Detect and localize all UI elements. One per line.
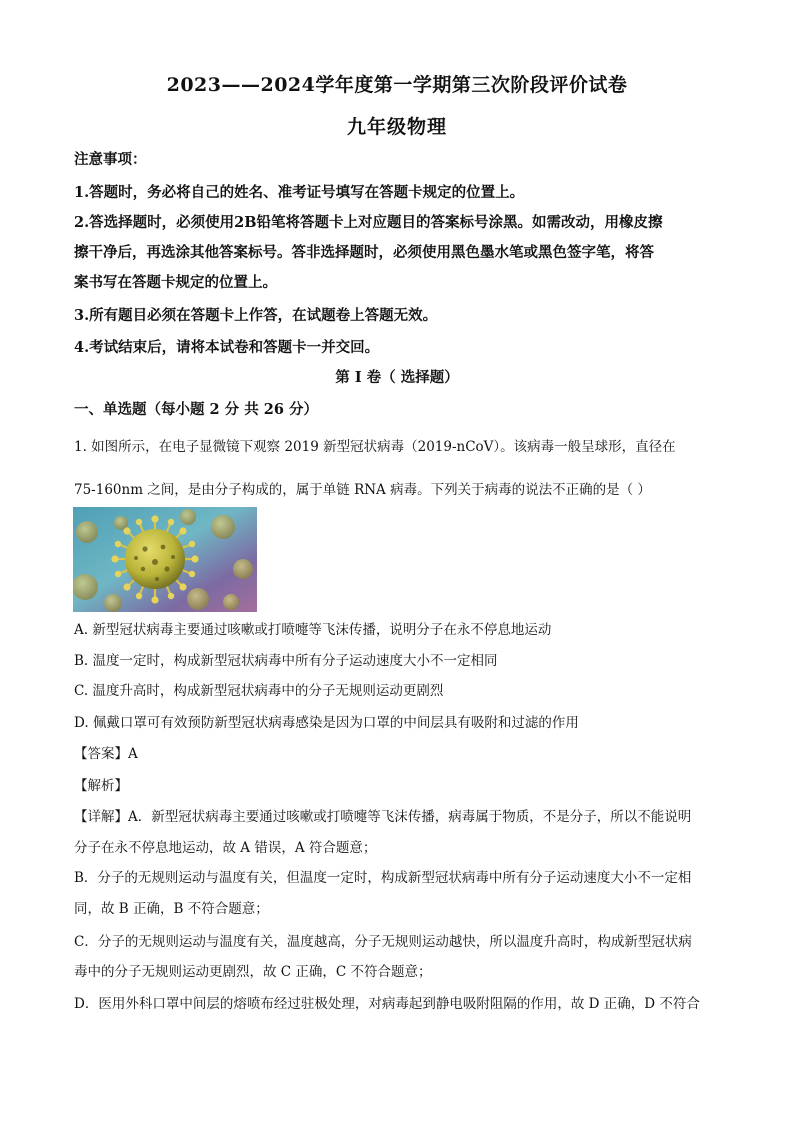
answer-label: 【答案】A bbox=[74, 746, 138, 762]
option-d: D. 佩戴口罩可有效预防新型冠状病毒感染是因为口罩的中间层具有吸附和过滤的作用 bbox=[74, 715, 579, 731]
detail-line: D．医用外科口罩中间层的熔喷布经过驻极处理，对病毒起到静电吸附阻隔的作用，故 D 正确，D 不符合 bbox=[74, 996, 700, 1012]
detail-line: B．分子的无规则运动与温度有关，但温度一定时，构成新型冠状病毒中所有分子运动速度大小不一定相 bbox=[74, 870, 692, 886]
note-item: 2.答选择题时，必须使用2B铅笔将答题卡上对应题目的答案标号涂黑。如需改动，用橡皮擦 bbox=[74, 214, 663, 231]
note-item: 1.答题时，务必将自己的姓名、准考证号填写在答题卡规定的位置上。 bbox=[74, 184, 525, 201]
coronavirus-image bbox=[73, 507, 257, 612]
question-stem: 75-160nm 之间，是由分子构成的，属于单链 RNA 病毒。下列关于病毒的说法不正确的是（ ） bbox=[74, 482, 651, 498]
note-item: 3.所有题目必须在答题卡上作答，在试题卷上答题无效。 bbox=[74, 307, 438, 324]
detail-line: 分子在永不停息地运动，故 A 错误，A 符合题意； bbox=[74, 840, 377, 856]
detail-line: 同，故 B 正确，B 不符合题意； bbox=[74, 901, 269, 917]
analysis-label: 【解析】 bbox=[74, 778, 128, 794]
detail-line: 毒中的分子无规则运动更剧烈，故 C 正确，C 不符合题意； bbox=[74, 964, 432, 980]
option-c: C. 温度升高时，构成新型冠状病毒中的分子无规则运动更剧烈 bbox=[74, 683, 444, 699]
exam-title: 2023——2024学年度第一学期第三次阶段评价试卷 bbox=[166, 74, 628, 96]
notes-heading: 注意事项： bbox=[74, 151, 147, 168]
volume-title: 第 I 卷（ 选择题） bbox=[335, 369, 459, 386]
option-b: B. 温度一定时，构成新型冠状病毒中所有分子运动速度大小不一定相同 bbox=[74, 653, 498, 669]
option-a: A. 新型冠状病毒主要通过咳嗽或打喷嚏等飞沫传播，说明分子在永不停息地运动 bbox=[74, 622, 552, 638]
note-item: 案书写在答题卡规定的位置上。 bbox=[74, 274, 277, 291]
question-stem: 1. 如图所示，在电子显微镜下观察 2019 新型冠状病毒（2019-nCoV）。该病毒一般呈球形，直径在 bbox=[74, 439, 676, 455]
detail-line: 【详解】A．新型冠状病毒主要通过咳嗽或打喷嚏等飞沫传播，病毒属于物质，不是分子，所以不能说明 bbox=[74, 809, 692, 825]
detail-line: C．分子的无规则运动与温度有关，温度越高，分子无规则运动越快，所以温度升高时，构成新型冠状病 bbox=[74, 934, 692, 950]
exam-subject: 九年级物理 bbox=[346, 116, 447, 138]
part-title: 一、单选题（每小题 2 分 共 26 分） bbox=[74, 401, 319, 418]
note-item: 4.考试结束后，请将本试卷和答题卡一并交回。 bbox=[74, 339, 380, 356]
note-item: 擦干净后，再选涂其他答案标号。答非选择题时，必须使用黑色墨水笔或黑色签字笔，将答 bbox=[74, 244, 654, 261]
